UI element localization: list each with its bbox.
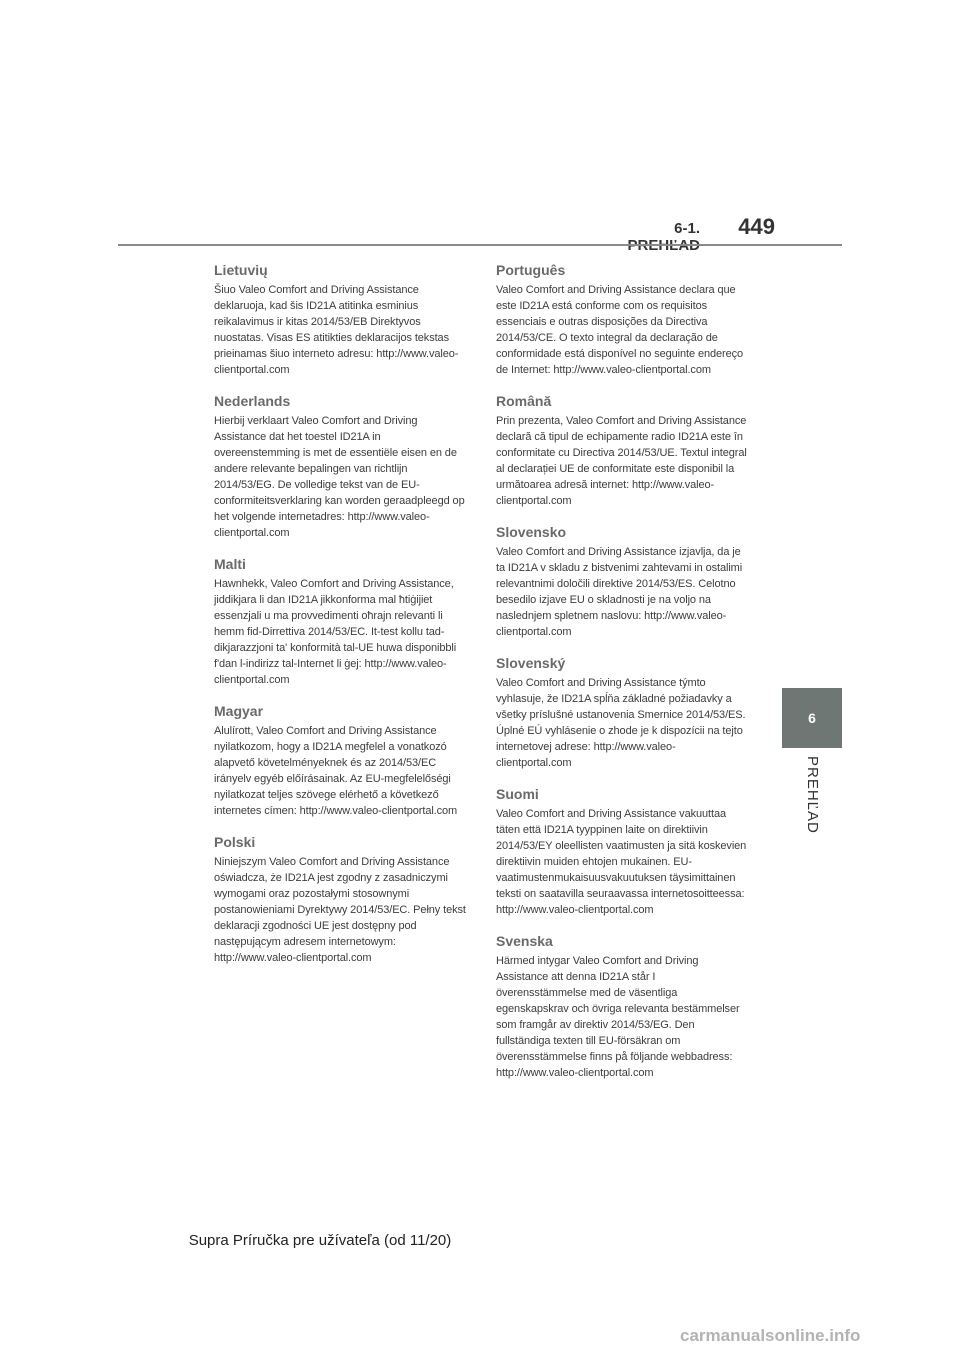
footer-text: Supra Príručka pre užívateľa (od 11/20) (188, 1232, 452, 1249)
section-text: Valeo Comfort and Driving Assistance izjavlja, da je ta ID21A v skladu z bistvenimi zahtevami in ostalimi relevantnimi določili direktive 2014/53/ES. Celotno besedilo izjave EU o skladnosti je na voljo na naslednjem spletnem naslovu: http://www.valeo-clientportal.com (496, 546, 743, 638)
section-heading: Slovenský (496, 655, 566, 671)
section-text: Valeo Comfort and Driving Assistance týmto vyhlasuje, že ID21A spĺňa základné požiadavky a všetky príslušné ustanovenia Smernice 2014/53/ES. Úplné EÚ vyhlásenie o zhode je k dispozícii na tejto internetovej adrese: http://www.valeo-clientportal.com (496, 677, 746, 769)
section-slovensky (496, 655, 748, 771)
section-svenska (496, 933, 748, 1081)
left-column (214, 262, 466, 981)
section-text: Niniejszym Valeo Comfort and Driving Assistance oświadcza, że ID21A jest zgodny z zasadniczymi wymogami oraz pozostałymi stosownymi postanowieniami Dyrektywy 2014/53/EC. Pełny tekst deklaracji zgodności UE jest dostępny pod następującym adresem internetowym: http://www.valeo-clientportal.com (214, 856, 466, 964)
section-slovensko (496, 524, 748, 640)
section-heading: Magyar (214, 703, 264, 719)
section-text: Valeo Comfort and Driving Assistance declara que este ID21A está conforme com os requisitos essenciais e outras disposições da Directiva 2014/53/CE. O texto integral da declaração de conformidade está disponível no seguinte endereço de Internet: http://www.valeo-clientportal.com (496, 284, 744, 376)
section-heading: Português (496, 262, 566, 278)
section-nederlands (214, 393, 466, 541)
watermark-text: carmanualsonline.info (680, 1326, 861, 1345)
running-header-title: 6-1. (674, 220, 700, 237)
section-heading: Slovensko (496, 524, 567, 540)
section-lietuviu (214, 262, 466, 378)
section-text: Šiuo Valeo Comfort and Driving Assistance deklaruoja, kad šis ID21A atitinka esminius reikalavimus ir kitas 2014/53/EB Direktyvos nuostatas. Visas ES atitikties deklaracijos tekstas prieinamas šiuo interneto adresu: http://www.valeo-clientportal.com (214, 284, 459, 376)
section-text: Valeo Comfort and Driving Assistance vakuuttaa täten että ID21A tyyppinen laite on direktiivin 2014/53/EY oleellisten vaatimusten ja sitä koskevien direktiivin muiden ehtojen mukainen. EU-vaatimustenmukaisuusvakuutuksen täysimittainen teksti on saatavilla seuraavassa internetosoitteessa: http://www.valeo-clientportal.com (496, 808, 747, 916)
section-heading: Malti (214, 556, 246, 572)
section-polski (214, 834, 466, 966)
chapter-label-vertical (786, 756, 838, 836)
header-rule (118, 244, 842, 246)
section-magyar (214, 703, 466, 819)
section-suomi (496, 786, 748, 918)
section-text: Hierbij verklaart Valeo Comfort and Driving Assistance dat het toestel ID21A in overeenstemming is met de essentiële eisen en de andere relevante bepalingen van richtlijn 2014/53/EG. De volledige tekst van de EU-conformiteitsverklaring kan worden geraadpleegd op het volgende internetadres: http://www.valeo-clientportal.com (214, 415, 465, 539)
section-heading: Suomi (496, 786, 539, 802)
section-heading: Polski (214, 834, 256, 850)
section-heading: Română (496, 393, 552, 409)
right-column (496, 262, 748, 1096)
section-romana (496, 393, 748, 509)
chapter-number: 6 (808, 710, 816, 726)
section-text: Härmed intygar Valeo Comfort and Driving Assistance att denna ID21A står I överensstämmelse med de väsentliga egenskapskrav och övriga relevanta bestämmelser som framgår av direktiv 2014/53/EG. Den fullständiga texten till EU-försäkran om överensstämmelse finns på följande webbadress: http://www.valeo-clientportal.com (496, 955, 740, 1079)
section-text: Hawnhekk, Valeo Comfort and Driving Assistance, jiddikjara li dan ID21A jikkonforma mal ħtiġijiet essenzjali u ma provvedimenti oħrajn relevanti li hemm fid-Dirrettiva 2014/53/EC. It-test kollu tad-dikjarazzjoni ta' konformità tal-UE huwa disponibbli f'dan l-indirizz tal-Internet li ġej: http://www.valeo-clientportal.com (214, 578, 457, 686)
chapter-tab (782, 688, 842, 748)
section-heading: Svenska (496, 933, 553, 949)
page-number: 449 (738, 214, 775, 239)
chapter-label: PREHĽAD (804, 756, 821, 834)
section-heading: Nederlands (214, 393, 291, 409)
section-text: Prin prezenta, Valeo Comfort and Driving Assistance declară că tipul de echipamente radio ID21A este în conformitate cu Directiva 2014/53/UE. Textul integral al declarației UE de conformitate este disponibil la următoarea adresă internet: http://www.valeo-clientportal.com (496, 415, 747, 507)
section-portugues (496, 262, 748, 378)
section-malti (214, 556, 466, 688)
section-heading: Lietuvių (214, 262, 268, 278)
section-text: Alulírott, Valeo Comfort and Driving Assistance nyilatkozom, hogy a ID21A megfelel a vonatkozó alapvető követelményeknek és az 2014/53/EC irányelv egyéb előírásainak. Az EU-megfelelőségi nyilatkozat teljes szövege elérhető a következő internetes címen: http://www.valeo-clientportal.com (214, 725, 458, 817)
